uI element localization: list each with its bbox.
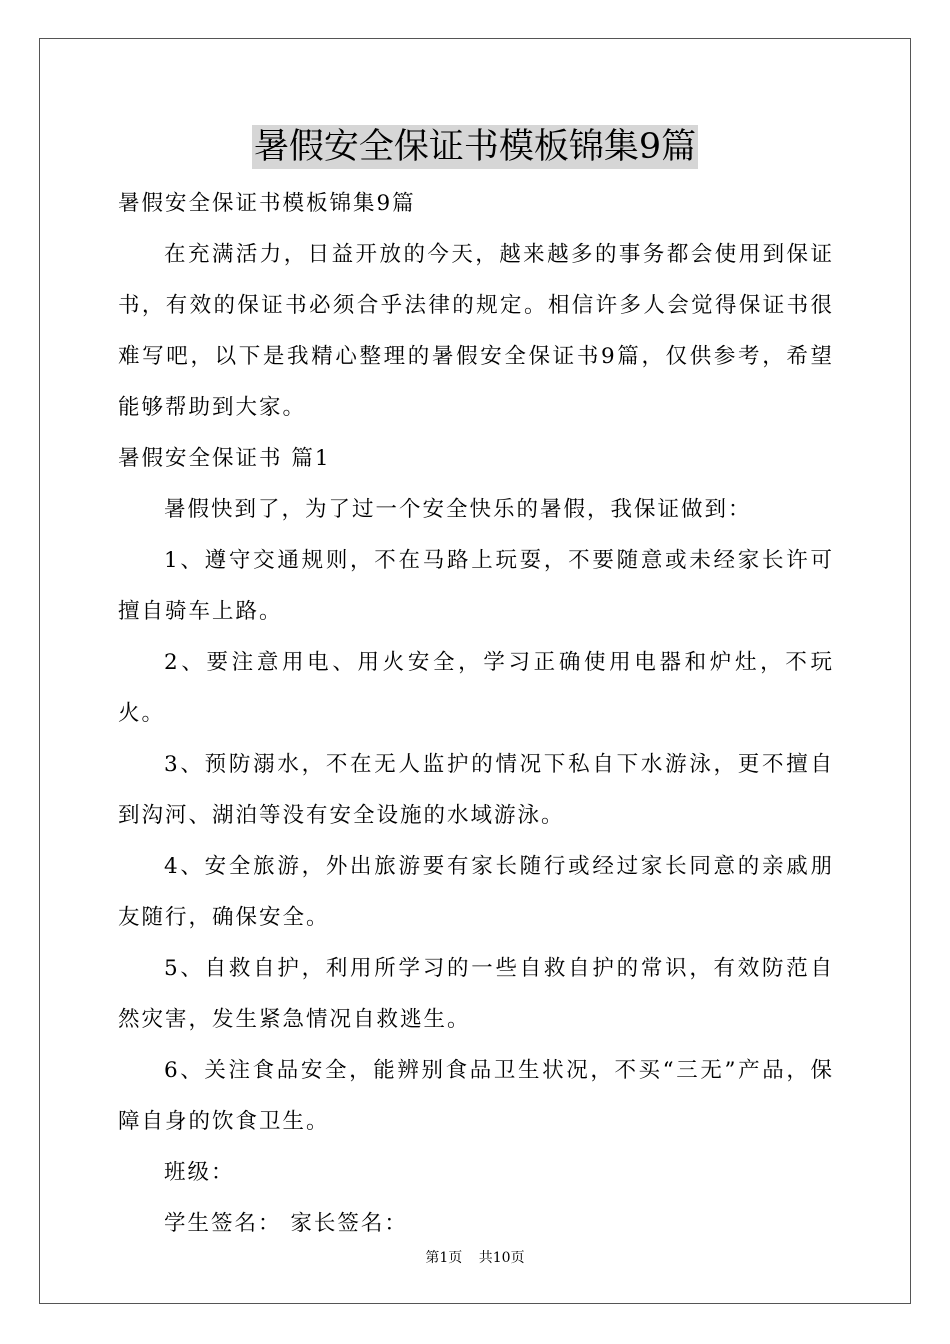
- paragraph: 学生签名： 家长签名：: [164, 1211, 408, 1236]
- page-total: 共10页: [478, 1250, 525, 1266]
- paragraph: 班级：: [164, 1160, 235, 1185]
- page-footer: [0, 1249, 950, 1267]
- paragraph: 暑假安全保证书模板锦集9篇: [118, 191, 416, 216]
- paragraph: 2、要注意用电、用火安全，学习正确使用电器和炉灶，不玩火。: [118, 650, 834, 726]
- paragraph: 3、预防溺水，不在无人监护的情况下私自下水游泳，更不擅自到沟河、湖泊等没有安全设施的水域游泳。: [118, 752, 834, 828]
- paragraph: 6、关注食品安全，能辨别食品卫生状况，不买“三无”产品，保障自身的饮食卫生。: [118, 1058, 834, 1134]
- paragraph: 暑假安全保证书 篇1: [118, 446, 331, 471]
- paragraph: 4、安全旅游，外出旅游要有家长随行或经过家长同意的亲戚朋友随行，确保安全。: [118, 854, 834, 930]
- document-title: 暑假安全保证书模板锦集9篇: [253, 127, 697, 167]
- title-area: [0, 125, 950, 169]
- paragraph: 1、遵守交通规则，不在马路上玩耍，不要随意或未经家长许可擅自骑车上路。: [118, 548, 834, 624]
- paragraph: 在充满活力，日益开放的今天，越来越多的事务都会使用到保证书，有效的保证书必须合乎法律的规定。相信许多人会觉得保证书很难写吧，以下是我精心整理的暑假安全保证书9篇，仅供参考，希望能够帮助到大家。: [118, 242, 834, 420]
- paragraph: 暑假快到了，为了过一个安全快乐的暑假，我保证做到：: [164, 497, 752, 522]
- document-body: [118, 178, 834, 1249]
- page-number: 第1页: [425, 1250, 463, 1266]
- paragraph: 5、自救自护，利用所学习的一些自救自护的常识，有效防范自然灾害，发生紧急情况自救逃生。: [118, 956, 834, 1032]
